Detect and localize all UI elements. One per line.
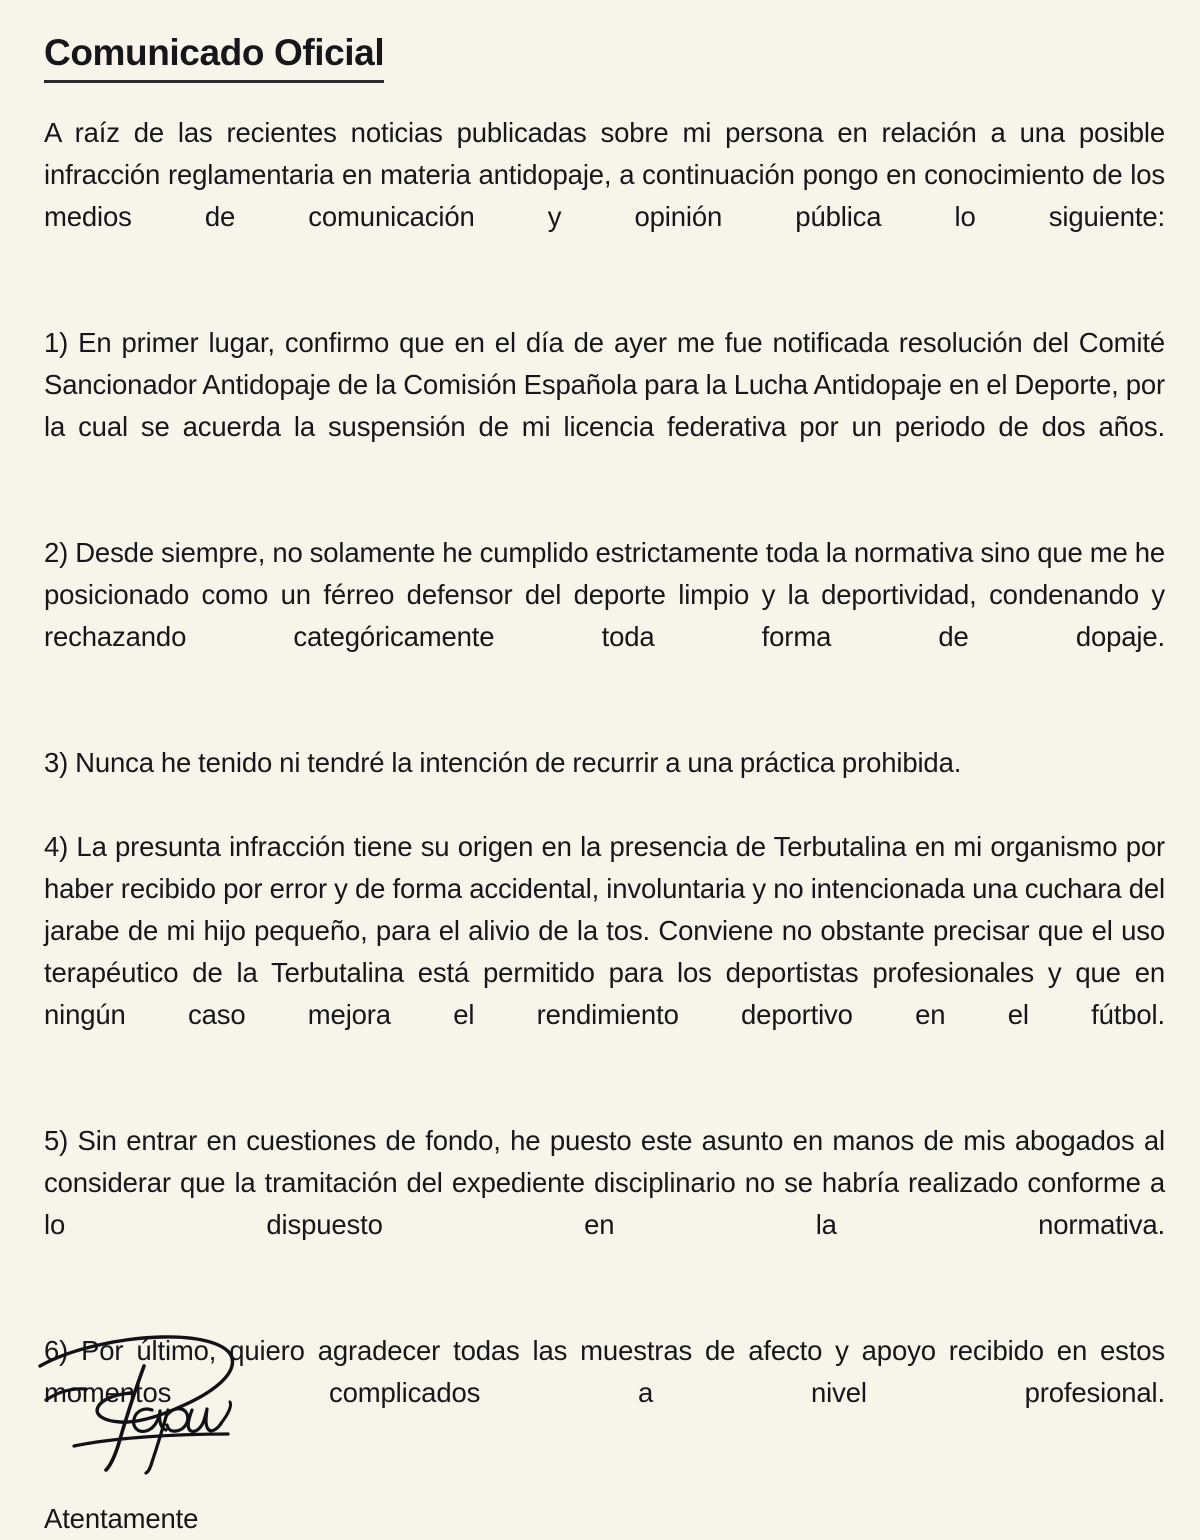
signoff-text: Atentamente: [44, 1503, 199, 1534]
paragraph-point-6: 6) Por último, quiero agradecer todas las muestras de afecto y apoyo recibido en estos momentos complicados a nivel profesional.: [44, 1335, 1165, 1408]
signature: [32, 1322, 362, 1474]
paragraph-point-2: 2) Desde siempre, no solamente he cumplido estrictamente toda la normativa sino que me he posicionado como un férreo defensor del deporte limpio y la deportividad, condenando y rechazando categóricamente toda forma de dopaje.: [44, 537, 1165, 652]
paragraph-point-1: 1) En primer lugar, confirmo que en el día de ayer me fue notificada resolución del Comité Sancionador Antidopaje de la Comisión Española para la Lucha Antidopaje en el Deporte, por la cual se acuerda la suspensión de mi licencia federativa por un periodo de dos años.: [44, 327, 1165, 442]
signature-icon: [32, 1322, 362, 1474]
paragraph-point-3: 3) Nunca he tenido ni tendré la intención de recurrir a una práctica prohibida.: [44, 747, 962, 778]
paragraph-point-5: 5) Sin entrar en cuestiones de fondo, he puesto este asunto en manos de mis abogados al considerar que la tramitación del expediente disciplinario no se habría realizado conforme a lo dispuesto en la normativa.: [44, 1125, 1165, 1240]
page-title: Comunicado Oficial: [44, 30, 384, 83]
paragraph-point-4: 4) La presunta infracción tiene su origen en la presencia de Terbutalina en mi organismo por haber recibido por error y de forma accidental, involuntaria y no intencionada una cuchara del jarabe de mi hijo pequeño, para el alivio de la tos. Conviene no obstante precisar que el uso terapéutico de la Terbutalina está permitido para los deportistas profesionales y que en ningún caso mejora el rendimiento deportivo en el fútbol.: [44, 831, 1165, 1030]
paragraph-intro: A raíz de las recientes noticias publicadas sobre mi persona en relación a una posible infracción reglamentaria en materia antidopaje, a continuación pongo en conocimiento de los medios de comunicación y opinión pública lo siguiente:: [44, 117, 1165, 232]
